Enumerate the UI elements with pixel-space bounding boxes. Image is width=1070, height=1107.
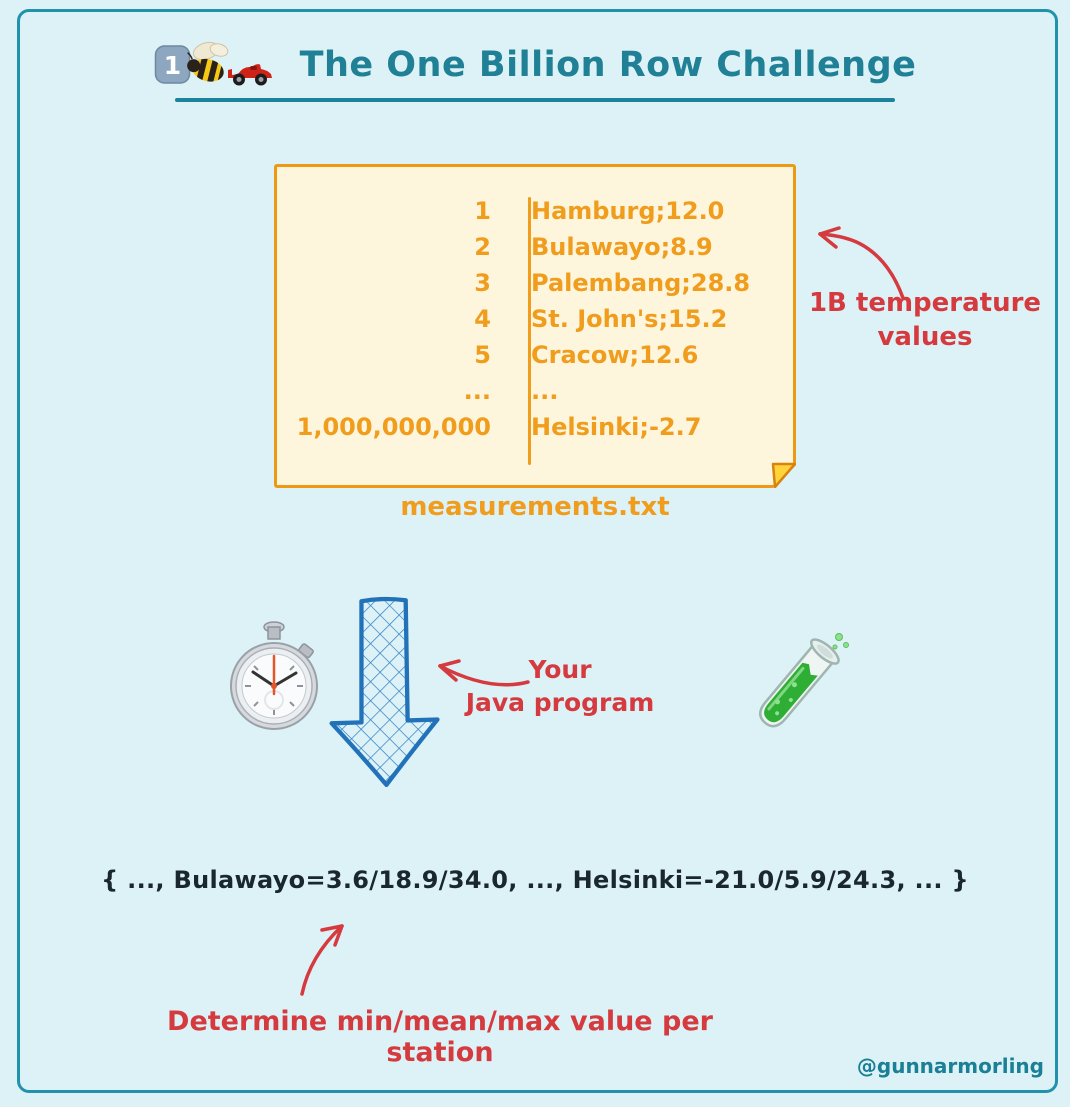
- program-note-line1: Your: [528, 655, 592, 684]
- line-number-divider: [528, 197, 531, 465]
- temperature-note: 1B temperature values: [808, 288, 1042, 352]
- page-title: The One Billion Row Challenge: [299, 45, 917, 85]
- title-emoji-cluster: [154, 40, 274, 90]
- test-tube-icon: [742, 628, 850, 742]
- red-arrow-to-output-icon: [292, 914, 358, 998]
- file-row: 1,000,000,000 Helsinki;-2.7: [296, 413, 702, 441]
- file-row: 4 St. John's;15.2: [474, 305, 728, 333]
- task-note: Determine min/mean/max value per station: [167, 1006, 713, 1068]
- svg-text:1: 1: [163, 51, 181, 80]
- racing-car-icon: [226, 60, 274, 88]
- measurements-file-card: [274, 164, 796, 488]
- file-row: 3 Palembang;28.8: [474, 269, 751, 297]
- file-name-caption: measurements.txt: [400, 492, 670, 522]
- down-arrow-icon: [323, 593, 448, 795]
- file-rows: [277, 167, 793, 445]
- stopwatch-icon: [230, 620, 318, 735]
- program-note-line2: Java program: [465, 688, 655, 717]
- file-row: ... ...: [463, 377, 559, 405]
- file-row: 5 Cracow;12.6: [474, 341, 699, 369]
- file-row: 1 Hamburg;12.0: [474, 197, 725, 225]
- program-note: [460, 653, 660, 719]
- result-map-text: { ..., Bulawayo=3.6/18.9/34.0, ..., Helsinki=-21.0/5.9/24.3, ... }: [101, 866, 969, 894]
- author-handle: @gunnarmorling: [856, 1054, 1044, 1078]
- honeybee-icon: [182, 40, 232, 88]
- page-fold-icon: [758, 450, 796, 488]
- title-underline: [175, 98, 895, 102]
- file-row: 2 Bulawayo;8.9: [474, 233, 713, 261]
- header: [0, 38, 1070, 92]
